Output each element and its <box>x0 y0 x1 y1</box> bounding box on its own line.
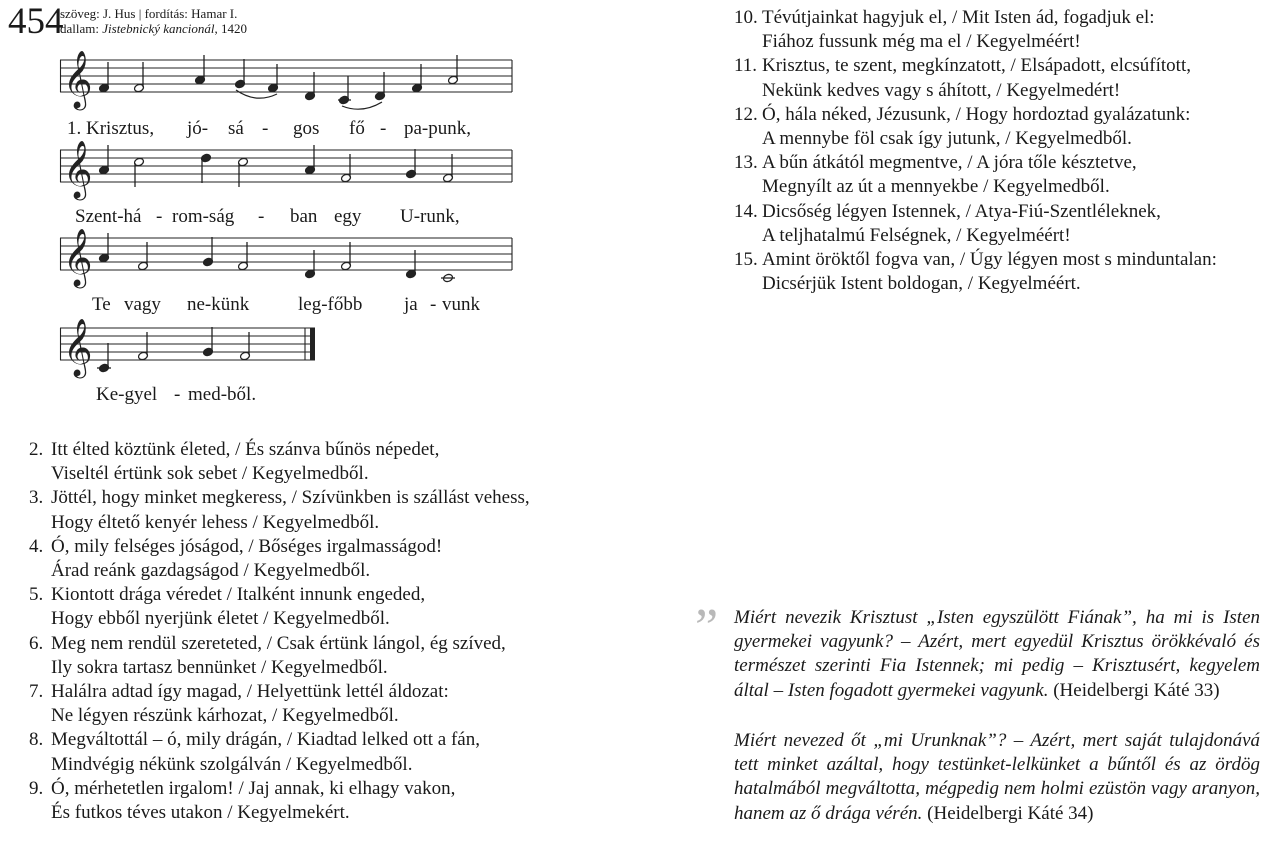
verse: 3. Jöttél, hogy minket megkeress, / Szívünkben is szállást vehess, Hogy éltető kenyér lehess / Kegyelmedből. <box>29 487 530 533</box>
hymn-number: 454 <box>8 1 64 42</box>
treble-clef-icon: 𝄞 <box>63 228 93 286</box>
music-staff-2 <box>60 142 520 202</box>
credits-line-text: szöveg: J. Hus | fordítás: Hamar I. <box>60 6 238 21</box>
credits-line-melody: dallam: Jistebnický kancionál, 1420 <box>60 21 248 36</box>
verses-left <box>29 438 629 825</box>
music-staff-3 <box>60 230 520 290</box>
credits <box>60 6 247 36</box>
treble-clef-icon: 𝄞 <box>63 318 93 376</box>
verse: 2. Itt élted köztünk életed, / És szánva bűnös népedet, Viseltél értünk sok sebet / Kegyelmedből. <box>29 439 440 485</box>
verses-right <box>734 6 1274 296</box>
verse: 9. Ó, mérhetetlen irgalom! / Jaj annak, ki elhagy vakon, És futkos téves utakon / Kegyelmekért. <box>29 777 456 824</box>
verse: 5. Kiontott drága véredet / Italként innunk engeded, Hogy ebből nyerjünk életet / Kegyelmedből. <box>29 584 426 630</box>
verse: 14. Dicsőség légyen Istennek, / Atya-Fiú-Szentléleknek, A teljhatalmú Felségnek, / Kegyelméért! <box>734 200 1161 246</box>
verse: 11. Krisztus, te szent, megkínzatott, / Elsápadott, elcsúfított, Nekünk kedves vagy s áhított, / Kegyelmedért! <box>734 55 1191 101</box>
verse: 13. A bűn átkától megmentve, / A jóra tőle késztetve, Megnyílt az út a mennyekbe / Kegyelmedből. <box>734 152 1137 198</box>
verse: 12. Ó, hála néked, Jézusunk, / Hogy hordoztad gyalázatunk: A mennybe föl csak így jutunk, / Kegyelmedből. <box>734 103 1191 150</box>
music-staff-4 <box>60 320 320 380</box>
catechism-question-34: Miért nevezed őt „mi Urunknak”? – Azért, mert saját tulajdonává tett minket azáltal, hogy testünket-lelkünket a bűntől és az ördög hatalmából megváltotta, mégpedig nem holmi ezüstön vagy aranyon, hanem az ő drága vérén. (Heidelbergi Káté 34) <box>734 730 1260 824</box>
treble-clef-icon: 𝄞 <box>63 50 93 108</box>
quote-mark-icon: ” <box>695 599 719 656</box>
verse: 7. Halálra adtad így magad, / Helyettünk lettél áldozat: Ne légyen részünk kárhozat, / Kegyelmedből. <box>29 681 449 727</box>
music-staff-1 <box>60 52 520 112</box>
verse: 4. Ó, mily felséges jóságod, / Bőséges irgalmasságod! Árad reánk gazdagságod / Kegyelmedből. <box>29 535 443 582</box>
verse: 10. Tévútjainkat hagyjuk el, / Mit Isten ád, fogadjuk el: Fiához fussunk még ma el / Kegyelméért! <box>734 7 1155 53</box>
melody-source: Jistebnický kancionál <box>102 21 215 36</box>
catechism-question-33: Miért nevezik Krisztust „Isten egyszülött Fiának”, ha mi is Isten gyermekei vagyunk? – Azért, mert egyedül Krisztus örökkévaló és természet szerinti Fia Istennek; mi pedig – Krisztusért, kegyelem által – Isten fogadott gyermekei vagyunk. (Heidelbergi Káté 33) <box>734 607 1260 701</box>
verse: 6. Meg nem rendül szereteted, / Csak értünk lángol, ég szíved, Ily sokra tartasz bennünket / Kegyelmedből. <box>29 632 506 678</box>
verse: 15. Amint öröktől fogva van, / Úgy légyen most s minduntalan: Dicsérjük Istent boldogan, / Kegyelméért. <box>734 249 1217 295</box>
treble-clef-icon: 𝄞 <box>63 140 93 198</box>
verse: 8. Megváltottál – ó, mily drágán, / Kiadtad lelked ott a fán, Mindvégig nékünk szolgálván / Kegyelmedből. <box>29 729 480 775</box>
final-barline <box>310 328 315 360</box>
